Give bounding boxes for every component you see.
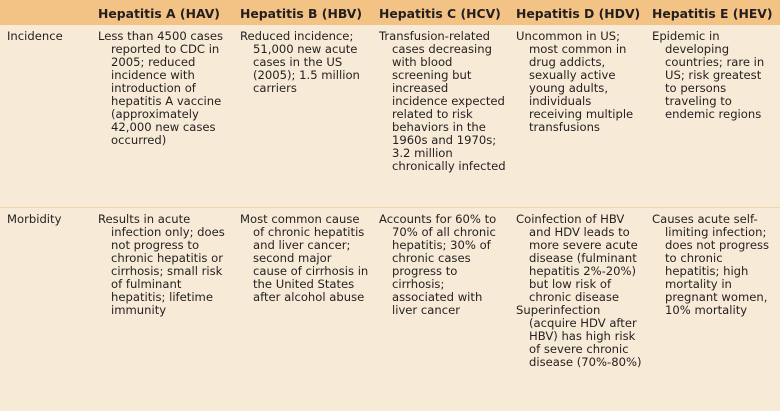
cell-morbidity-hdv <box>510 207 646 411</box>
cell-incidence-hdv <box>510 25 646 207</box>
header-hbv: Hepatitis B (HBV) <box>240 5 363 21</box>
header-hcv: Hepatitis C (HCV) <box>379 5 501 21</box>
header-hav: Hepatitis A (HAV) <box>98 5 220 21</box>
cell-incidence-hbv <box>234 25 373 207</box>
cell-text: Accounts for 60% to 70% of all chronic hepatitis; 30% of chronic cases progress to cirrhosis; associated with liver cancer <box>379 211 497 317</box>
cell-text: Transfusion-related cases decreasing with blood screening but increased incidence expected related to risk behaviors in the 1960s and 1970s; 3.2 million chronically infected <box>379 29 506 173</box>
cell-incidence-hcv <box>373 25 510 207</box>
cell-morbidity-hcv <box>373 207 510 411</box>
cell-morbidity-hav <box>92 207 234 411</box>
cell-text: Less than 4500 cases reported to CDC in 2005; reduced incidence with introduction of hepatitis A vaccine (approximately 42,000 new cases occurred) <box>98 29 224 147</box>
cell-text: Uncommon in US; most common in drug addicts, sexually active young adults, individuals receiving multiple transfusions <box>516 29 634 134</box>
cell-text: Causes acute self-limiting infection; does not progress to chronic hepatitis; high mortality in pregnant women, 10% mortality <box>652 211 770 317</box>
cell-text: Epidemic in developing countries; rare in US; risk greatest to persons traveling to endemic regions <box>652 29 765 121</box>
cell-morbidity-hev <box>646 207 780 411</box>
header-hdv: Hepatitis D (HDV) <box>516 5 641 21</box>
header-row <box>0 0 780 25</box>
cell-incidence-hav <box>92 25 234 207</box>
row-label-morbidity: Morbidity <box>7 211 62 226</box>
header-hev: Hepatitis E (HEV) <box>652 5 773 21</box>
cell-morbidity-hbv <box>234 207 373 411</box>
table-row-incidence <box>0 25 780 207</box>
cell-incidence-hev <box>646 25 780 207</box>
cell-text-superinfection: Superinfection (acquire HDV after HBV) has high risk of severe chronic disease (70%-80%) <box>516 302 642 369</box>
cell-text: Coinfection of HBV and HDV leads to more severe acute disease (fulminant hepatitis 2%-20%) but low risk of chronic disease <box>516 211 638 304</box>
cell-text: Reduced incidence; 51,000 new acute cases in the US (2005); 1.5 million carriers <box>240 29 360 95</box>
cell-text: Most common cause of chronic hepatitis and liver cancer; second major cause of cirrhosis in the United States after alcohol abuse <box>240 211 369 304</box>
cell-text: Results in acute infection only; does not progress to chronic hepatitis or cirrhosis; small risk of fulminant hepatitis; lifetime immunity <box>98 211 225 317</box>
corner-header <box>0 0 92 25</box>
row-label-incidence: Incidence <box>0 25 92 207</box>
table-row-morbidity <box>0 207 780 411</box>
